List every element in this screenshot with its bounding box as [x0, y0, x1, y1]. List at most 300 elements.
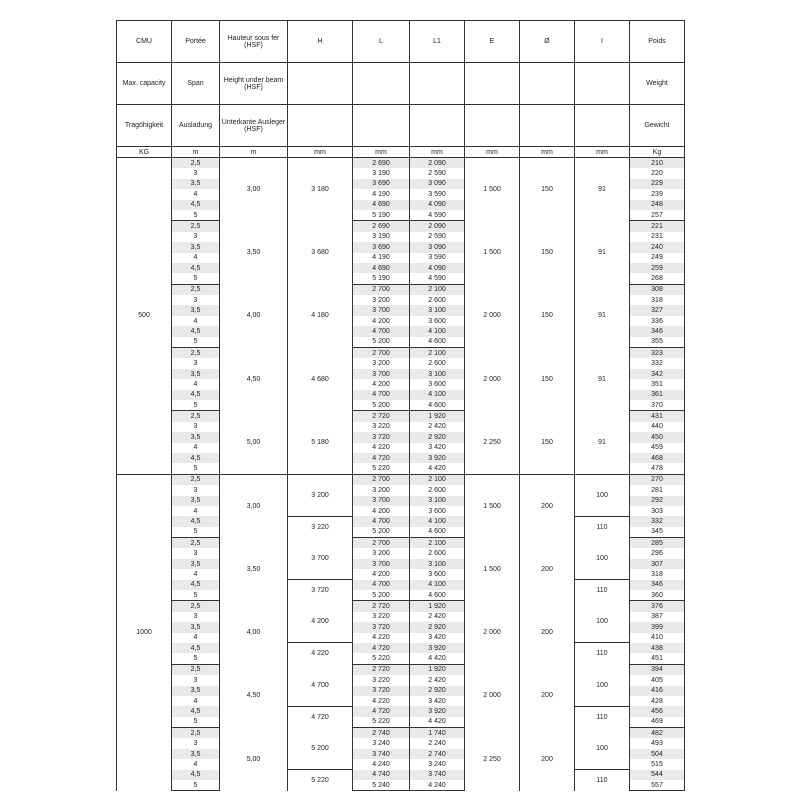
- l-cell: 4 200: [353, 379, 410, 389]
- weight-cell: 281: [630, 485, 685, 495]
- span-cell: 5: [172, 653, 220, 664]
- weight-cell: 248: [630, 200, 685, 210]
- span-cell: 4: [172, 443, 220, 453]
- column-header-fr: H: [288, 21, 353, 63]
- h-cell: 4 180: [288, 284, 353, 347]
- span-cell: 4: [172, 316, 220, 326]
- diameter-cell: 200: [520, 728, 575, 791]
- column-header-de: [575, 105, 630, 147]
- h-cell: 5 220: [288, 770, 353, 791]
- table-row: [117, 728, 685, 739]
- l1-cell: 3 600: [410, 379, 465, 389]
- l1-cell: 2 100: [410, 348, 465, 359]
- l-cell: 5 200: [353, 337, 410, 348]
- e-cell: 1 500: [465, 158, 520, 221]
- h-cell: 4 700: [288, 664, 353, 706]
- table-row: [117, 158, 685, 169]
- span-cell: 3,5: [172, 242, 220, 252]
- span-cell: 3,5: [172, 686, 220, 696]
- weight-cell: 360: [630, 590, 685, 601]
- unit-label: mm: [353, 147, 410, 158]
- weight-cell: 405: [630, 675, 685, 685]
- weight-cell: 296: [630, 548, 685, 558]
- l1-cell: 3 100: [410, 496, 465, 506]
- e-cell: 1 500: [465, 221, 520, 284]
- hsf-value: 3,00: [246, 502, 261, 510]
- l1-cell: 2 600: [410, 295, 465, 305]
- weight-cell: 544: [630, 770, 685, 780]
- l1-cell: 3 240: [410, 759, 465, 769]
- header-row-french: [117, 21, 685, 63]
- l-cell: 4 720: [353, 643, 410, 653]
- l1-cell: 1 920: [410, 664, 465, 675]
- l-cell: 4 700: [353, 516, 410, 526]
- span-cell: 4,5: [172, 580, 220, 590]
- weight-cell: 438: [630, 643, 685, 653]
- weight-cell: 221: [630, 221, 685, 232]
- l1-cell: 3 420: [410, 443, 465, 453]
- weight-cell: 307: [630, 559, 685, 569]
- weight-cell: 376: [630, 601, 685, 612]
- l1-cell: 3 920: [410, 706, 465, 716]
- e-cell: 2 000: [465, 601, 520, 664]
- i-cell: 100: [575, 474, 630, 516]
- weight-cell: 493: [630, 738, 685, 748]
- weight-cell: 387: [630, 612, 685, 622]
- l1-cell: 2 590: [410, 168, 465, 178]
- l1-cell: 1 920: [410, 411, 465, 422]
- l-cell: 2 720: [353, 664, 410, 675]
- weight-cell: 318: [630, 295, 685, 305]
- l1-cell: 3 420: [410, 696, 465, 706]
- i-cell: 100: [575, 601, 630, 643]
- l1-cell: 2 590: [410, 232, 465, 242]
- span-cell: 3: [172, 232, 220, 242]
- weight-cell: 428: [630, 696, 685, 706]
- l1-cell: 4 420: [410, 653, 465, 664]
- span-cell: 3,5: [172, 559, 220, 569]
- l1-cell: 3 090: [410, 242, 465, 252]
- l1-cell: 2 090: [410, 158, 465, 169]
- l-cell: 5 190: [353, 273, 410, 284]
- i-cell: 100: [575, 728, 630, 770]
- i-cell: 110: [575, 580, 630, 601]
- weight-cell: 399: [630, 622, 685, 632]
- weight-cell: 431: [630, 411, 685, 422]
- column-header-en: Max. capacity: [117, 63, 172, 105]
- l-cell: 2 720: [353, 411, 410, 422]
- column-header-en: [410, 63, 465, 105]
- unit-label: mm: [288, 147, 353, 158]
- l1-cell: 2 920: [410, 686, 465, 696]
- diameter-cell: 200: [520, 664, 575, 727]
- hsf-value: 3,50: [246, 249, 261, 257]
- column-header-en: [288, 63, 353, 105]
- l1-cell: 3 600: [410, 506, 465, 516]
- l1-cell: 2 100: [410, 284, 465, 295]
- span-cell: 4: [172, 633, 220, 643]
- l-cell: 3 690: [353, 242, 410, 252]
- unit-label: mm: [465, 147, 520, 158]
- weight-cell: 468: [630, 453, 685, 463]
- l-cell: 4 690: [353, 263, 410, 273]
- l-cell: 4 200: [353, 569, 410, 579]
- span-cell: 5: [172, 400, 220, 411]
- hsf-value: 4,50: [246, 692, 261, 700]
- weight-cell: 318: [630, 569, 685, 579]
- span-cell: 4,5: [172, 453, 220, 463]
- diameter-cell: 150: [520, 284, 575, 347]
- column-header-de: [410, 105, 465, 147]
- span-cell: 2,5: [172, 538, 220, 549]
- l-cell: 4 720: [353, 453, 410, 463]
- column-header-en: Weight: [630, 63, 685, 105]
- hsf-value: 4,00: [246, 312, 261, 320]
- l1-cell: 4 100: [410, 390, 465, 400]
- l-cell: 3 240: [353, 738, 410, 748]
- l1-cell: 4 420: [410, 717, 465, 728]
- span-cell: 4,5: [172, 200, 220, 210]
- span-cell: 4,5: [172, 516, 220, 526]
- header-row-english: [117, 63, 685, 105]
- diameter-cell: 200: [520, 474, 575, 537]
- l1-cell: 2 100: [410, 474, 465, 485]
- weight-cell: 270: [630, 474, 685, 485]
- table-body: [117, 158, 685, 791]
- column-header-fr: E: [465, 21, 520, 63]
- weight-cell: 332: [630, 358, 685, 368]
- hsf-cell: [220, 411, 288, 474]
- l1-cell: 4 240: [410, 780, 465, 791]
- l1-cell: 4 590: [410, 273, 465, 284]
- span-cell: 2,5: [172, 664, 220, 675]
- h-cell: 3 220: [288, 516, 353, 537]
- i-cell: 91: [575, 158, 630, 221]
- l-cell: 3 740: [353, 749, 410, 759]
- span-cell: 2,5: [172, 284, 220, 295]
- l-cell: 4 200: [353, 506, 410, 516]
- span-cell: 2,5: [172, 158, 220, 169]
- l1-cell: 4 600: [410, 590, 465, 601]
- unit-label: KG: [117, 147, 172, 158]
- l-cell: 5 220: [353, 653, 410, 664]
- column-header-de: Tragöhigkeit: [117, 105, 172, 147]
- span-cell: 3,5: [172, 369, 220, 379]
- span-cell: 3: [172, 675, 220, 685]
- l1-cell: 3 090: [410, 179, 465, 189]
- l-cell: 3 720: [353, 686, 410, 696]
- column-header-fr: I: [575, 21, 630, 63]
- column-header-de: [520, 105, 575, 147]
- hsf-cell: [220, 474, 288, 537]
- table-row: [117, 538, 685, 549]
- l1-cell: 2 100: [410, 538, 465, 549]
- l1-cell: 2 600: [410, 358, 465, 368]
- l-cell: 4 240: [353, 759, 410, 769]
- l-cell: 3 690: [353, 179, 410, 189]
- span-cell: 3: [172, 612, 220, 622]
- span-cell: 3: [172, 738, 220, 748]
- weight-cell: 451: [630, 653, 685, 664]
- weight-cell: 469: [630, 717, 685, 728]
- span-cell: 5: [172, 273, 220, 284]
- l1-cell: 4 090: [410, 263, 465, 273]
- l-cell: 4 720: [353, 706, 410, 716]
- span-cell: 3: [172, 295, 220, 305]
- i-cell: 91: [575, 284, 630, 347]
- unit-label: mm: [520, 147, 575, 158]
- unit-label: Kg: [630, 147, 685, 158]
- column-header-fr: L1: [410, 21, 465, 63]
- l1-cell: 2 600: [410, 485, 465, 495]
- l1-cell: 4 100: [410, 516, 465, 526]
- hsf-cell: [220, 158, 288, 221]
- l-cell: 4 690: [353, 200, 410, 210]
- l1-cell: 3 100: [410, 369, 465, 379]
- weight-cell: 410: [630, 633, 685, 643]
- hsf-value: 4,50: [246, 375, 261, 383]
- l-cell: 5 220: [353, 463, 410, 474]
- l1-cell: 2 920: [410, 432, 465, 442]
- l1-cell: 3 600: [410, 316, 465, 326]
- span-cell: 4,5: [172, 643, 220, 653]
- weight-cell: 210: [630, 158, 685, 169]
- l1-cell: 4 600: [410, 400, 465, 411]
- weight-cell: 456: [630, 706, 685, 716]
- span-cell: 3,5: [172, 622, 220, 632]
- h-cell: 4 680: [288, 348, 353, 411]
- l1-cell: 3 740: [410, 770, 465, 780]
- i-cell: 100: [575, 664, 630, 706]
- column-header-fr: Ø: [520, 21, 575, 63]
- column-header-fr: L: [353, 21, 410, 63]
- l1-cell: 1 740: [410, 728, 465, 739]
- diameter-cell: 150: [520, 348, 575, 411]
- h-cell: 5 180: [288, 411, 353, 474]
- column-header-en: [353, 63, 410, 105]
- span-cell: 4: [172, 253, 220, 263]
- table-row: [117, 643, 685, 653]
- table-row: [117, 348, 685, 359]
- l1-cell: 4 100: [410, 580, 465, 590]
- l1-cell: 4 600: [410, 527, 465, 538]
- weight-cell: 459: [630, 443, 685, 453]
- unit-label: mm: [410, 147, 465, 158]
- l-cell: 4 200: [353, 316, 410, 326]
- i-cell: 110: [575, 516, 630, 537]
- l1-cell: 2 420: [410, 422, 465, 432]
- table-row: [117, 474, 685, 485]
- e-cell: 1 500: [465, 474, 520, 537]
- weight-cell: 355: [630, 337, 685, 348]
- l-cell: 3 220: [353, 612, 410, 622]
- l-cell: 2 700: [353, 538, 410, 549]
- weight-cell: 557: [630, 780, 685, 791]
- l1-cell: 3 920: [410, 643, 465, 653]
- span-cell: 4: [172, 696, 220, 706]
- weight-cell: 345: [630, 527, 685, 538]
- spec-table: [116, 20, 685, 791]
- weight-cell: 285: [630, 538, 685, 549]
- e-cell: 2 250: [465, 728, 520, 791]
- table-row: [117, 411, 685, 422]
- span-cell: 3: [172, 422, 220, 432]
- weight-cell: 231: [630, 232, 685, 242]
- hsf-value: 5,00: [246, 755, 261, 763]
- span-cell: 5: [172, 210, 220, 221]
- weight-cell: 346: [630, 326, 685, 336]
- column-header-de: Unterkante Ausleger (HSF): [220, 105, 288, 147]
- i-cell: 100: [575, 538, 630, 580]
- column-header-fr: CMU: [117, 21, 172, 63]
- span-cell: 5: [172, 717, 220, 728]
- table-row: [117, 706, 685, 716]
- column-header-fr: Portée: [172, 21, 220, 63]
- units-row: [117, 147, 685, 158]
- weight-cell: 440: [630, 422, 685, 432]
- weight-cell: 259: [630, 263, 685, 273]
- unit-label: mm: [575, 147, 630, 158]
- i-cell: 110: [575, 643, 630, 664]
- l-cell: 5 190: [353, 210, 410, 221]
- weight-cell: 482: [630, 728, 685, 739]
- l-cell: 3 200: [353, 295, 410, 305]
- l1-cell: 2 240: [410, 738, 465, 748]
- l1-cell: 2 090: [410, 221, 465, 232]
- span-cell: 4,5: [172, 263, 220, 273]
- l-cell: 3 700: [353, 559, 410, 569]
- l-cell: 3 200: [353, 485, 410, 495]
- table-row: [117, 770, 685, 780]
- table-row: [117, 221, 685, 232]
- l1-cell: 3 590: [410, 253, 465, 263]
- span-cell: 2,5: [172, 601, 220, 612]
- span-cell: 3,5: [172, 496, 220, 506]
- column-header-de: [288, 105, 353, 147]
- span-cell: 5: [172, 463, 220, 474]
- l1-cell: 4 420: [410, 463, 465, 474]
- i-cell: 91: [575, 221, 630, 284]
- l-cell: 4 740: [353, 770, 410, 780]
- span-cell: 3,5: [172, 179, 220, 189]
- l-cell: 3 200: [353, 548, 410, 558]
- weight-cell: 327: [630, 305, 685, 315]
- h-cell: 3 720: [288, 580, 353, 601]
- span-cell: 3,5: [172, 305, 220, 315]
- l-cell: 4 220: [353, 633, 410, 643]
- weight-cell: 342: [630, 369, 685, 379]
- l-cell: 2 690: [353, 221, 410, 232]
- hsf-value: 5,00: [246, 438, 261, 446]
- column-header-en: Span: [172, 63, 220, 105]
- l-cell: 3 720: [353, 432, 410, 442]
- unit-label: m: [220, 147, 288, 158]
- weight-cell: 478: [630, 463, 685, 474]
- hsf-value: 4,00: [246, 629, 261, 637]
- l-cell: 3 700: [353, 305, 410, 315]
- l-cell: 5 200: [353, 590, 410, 601]
- e-cell: 2 000: [465, 348, 520, 411]
- span-cell: 2,5: [172, 411, 220, 422]
- column-header-de: Gewicht: [630, 105, 685, 147]
- h-cell: 3 700: [288, 538, 353, 580]
- table-header: [117, 21, 685, 158]
- diameter-cell: 200: [520, 538, 575, 601]
- span-cell: 5: [172, 527, 220, 538]
- h-cell: 5 200: [288, 728, 353, 770]
- weight-cell: 240: [630, 242, 685, 252]
- span-cell: 3,5: [172, 749, 220, 759]
- column-header-fr: Poids: [630, 21, 685, 63]
- span-cell: 4: [172, 189, 220, 199]
- h-cell: 4 720: [288, 706, 353, 727]
- e-cell: 2 250: [465, 411, 520, 474]
- h-cell: 3 200: [288, 474, 353, 516]
- h-cell: 3 180: [288, 158, 353, 221]
- capacity-cell: 500: [117, 158, 172, 475]
- l-cell: 5 220: [353, 717, 410, 728]
- l-cell: 3 220: [353, 675, 410, 685]
- span-cell: 4,5: [172, 326, 220, 336]
- weight-cell: 229: [630, 179, 685, 189]
- weight-cell: 220: [630, 168, 685, 178]
- hsf-cell: [220, 664, 288, 727]
- column-header-de: [465, 105, 520, 147]
- span-cell: 2,5: [172, 221, 220, 232]
- span-cell: 4: [172, 569, 220, 579]
- h-cell: 4 200: [288, 601, 353, 643]
- diameter-cell: 150: [520, 411, 575, 474]
- l1-cell: 4 600: [410, 337, 465, 348]
- column-header-en: Height under beam (HSF): [220, 63, 288, 105]
- l-cell: 4 700: [353, 390, 410, 400]
- l-cell: 5 200: [353, 400, 410, 411]
- weight-cell: 416: [630, 686, 685, 696]
- diameter-cell: 150: [520, 158, 575, 221]
- l-cell: 4 190: [353, 189, 410, 199]
- i-cell: 110: [575, 770, 630, 791]
- weight-cell: 351: [630, 379, 685, 389]
- column-header-en: [575, 63, 630, 105]
- span-cell: 3: [172, 548, 220, 558]
- span-cell: 2,5: [172, 348, 220, 359]
- l-cell: 4 700: [353, 326, 410, 336]
- column-header-en: [520, 63, 575, 105]
- span-cell: 3: [172, 485, 220, 495]
- e-cell: 2 000: [465, 284, 520, 347]
- capacity-cell: 1000: [117, 474, 172, 791]
- weight-cell: 323: [630, 348, 685, 359]
- l-cell: 2 720: [353, 601, 410, 612]
- l1-cell: 3 100: [410, 305, 465, 315]
- i-cell: 91: [575, 411, 630, 474]
- weight-cell: 249: [630, 253, 685, 263]
- e-cell: 2 000: [465, 664, 520, 727]
- span-cell: 5: [172, 780, 220, 791]
- weight-cell: 361: [630, 390, 685, 400]
- l-cell: 5 240: [353, 780, 410, 791]
- weight-cell: 239: [630, 189, 685, 199]
- column-header-en: [465, 63, 520, 105]
- span-cell: 5: [172, 590, 220, 601]
- table-row: [117, 601, 685, 612]
- table-row: [117, 664, 685, 675]
- header-row-german: [117, 105, 685, 147]
- weight-cell: 370: [630, 400, 685, 411]
- l1-cell: 4 590: [410, 210, 465, 221]
- column-header-fr: Hauteur sous fer (HSF): [220, 21, 288, 63]
- table-row: [117, 580, 685, 590]
